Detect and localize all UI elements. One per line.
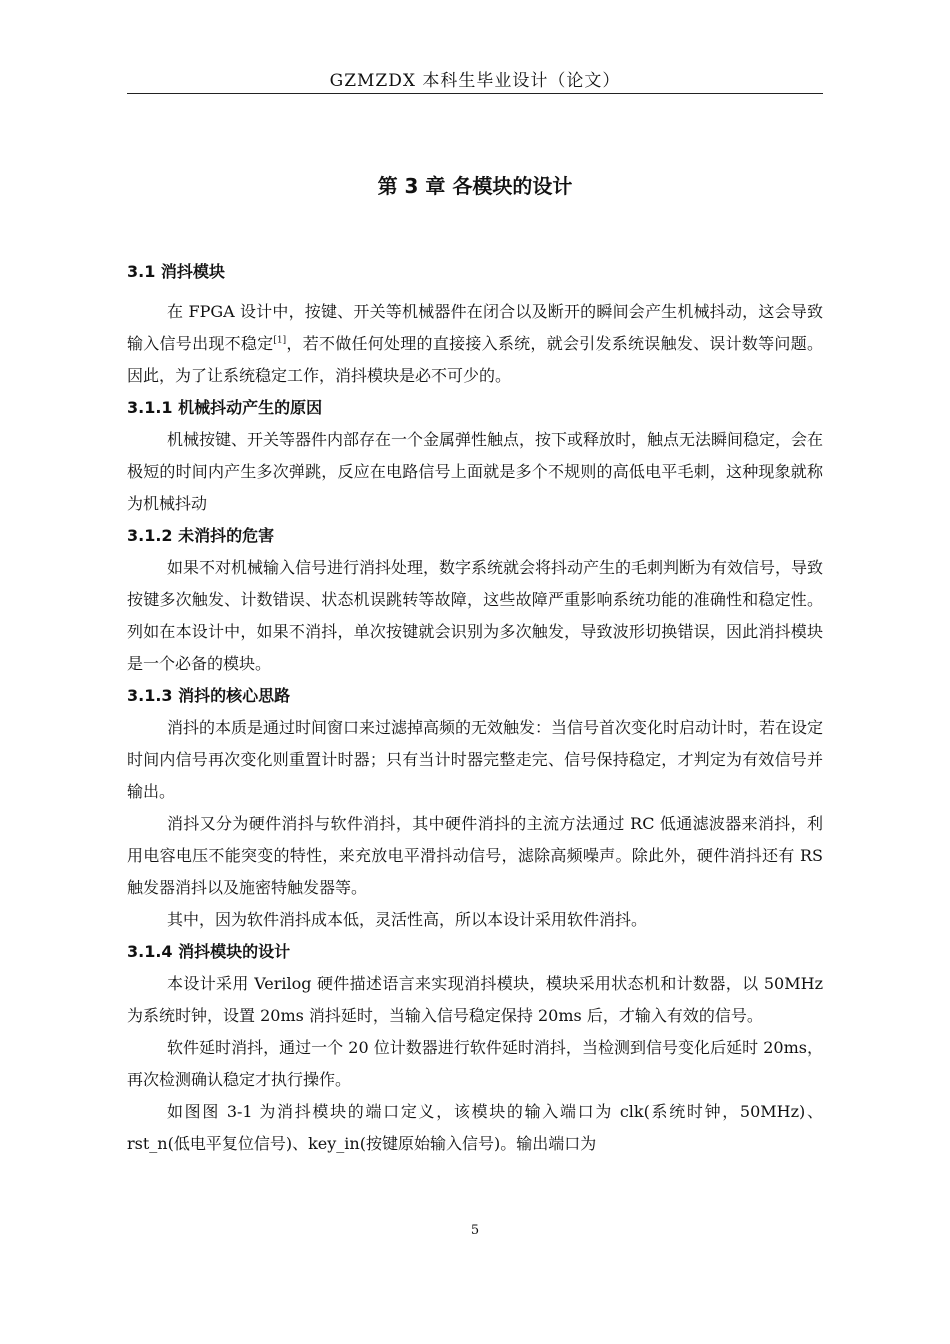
subsection-heading-3-1-2: 3.1.2 未消抖的危害 — [127, 526, 275, 545]
paragraph: 消抖又分为硬件消抖与软件消抖，其中硬件消抖的主流方法通过 RC 低通滤波器来消抖，利用电容电压不能突变的特性，来充放电平滑抖动信号，滤除高频噪声。除此外，硬件消抖还有 RS 触发器消抖以及施密特触发器等。 — [127, 814, 823, 897]
intro-paragraph — [127, 296, 823, 392]
page-number: 5 — [470, 1223, 480, 1238]
paragraph: 其中，因为软件消抖成本低，灵活性高，所以本设计采用软件消抖。 — [167, 910, 648, 929]
page-body — [127, 254, 823, 1160]
citation-ref[interactable]: [1] — [273, 335, 287, 346]
subsection-heading-3-1-4: 3.1.4 消抖模块的设计 — [127, 942, 291, 961]
paragraph: 机械按键、开关等器件内部存在一个金属弹性触点，按下或释放时，触点无法瞬间稳定，会在极短的时间内产生多次弹跳，反应在电路信号上面就是多个不规则的高低电平毛刺，这种现象就称为机械抖动 — [127, 430, 824, 513]
paragraph: 本设计采用 Verilog 硬件描述语言来实现消抖模块，模块采用状态机和计数器，以 50MHz 为系统时钟，设置 20ms 消抖延时，当输入信号稳定保持 20ms 后，才输入有效的信号。 — [127, 974, 823, 1025]
intro-text-end: ，若不做任何处理的直接接入系统，就会引发系统误触发、误计数等问题。因此，为了让系统稳定工作，消抖模块是必不可少的。 — [127, 334, 823, 385]
page-header: GZMZDX 本科生毕业设计（论文） — [329, 71, 621, 91]
header-divider — [127, 93, 823, 94]
section-heading: 3.1 消抖模块 — [127, 262, 225, 281]
paragraph: 软件延时消抖，通过一个 20 位计数器进行软件延时消抖，当检测到信号变化后延时 20ms，再次检测确认稳定才执行操作。 — [127, 1038, 823, 1089]
intro-text-start: 在 FPGA 设计中，按键、开关等机械器件在闭合以及断开的瞬间会产生机械抖动，这会导致输入信号出现不稳定 — [127, 302, 823, 353]
paragraph: 如图图 3-1 为消抖模块的端口定义，该模块的输入端口为 clk(系统时钟，50MHz)、rst_n(低电平复位信号)、key_in(按键原始输入信号)。输出端口为 — [127, 1102, 823, 1153]
paragraph: 消抖的本质是通过时间窗口来过滤掉高频的无效触发：当信号首次变化时启动计时，若在设定时间内信号再次变化则重置计时器；只有当计时器完整走完、信号保持稳定，才判定为有效信号并输出。 — [127, 718, 824, 801]
chapter-title: 第 3 章 各模块的设计 — [377, 174, 573, 198]
paragraph: 如果不对机械输入信号进行消抖处理，数字系统就会将抖动产生的毛刺判断为有效信号，导致按键多次触发、计数错误、状态机误跳转等故障，这些故障严重影响系统功能的准确性和稳定性。列如在本设计中，如果不消抖，单次按键就会识别为多次触发，导致波形切换错误，因此消抖模块是一个必备的模块。 — [127, 558, 824, 673]
subsection-heading-3-1-1: 3.1.1 机械抖动产生的原因 — [127, 398, 323, 417]
subsection-heading-3-1-3: 3.1.3 消抖的核心思路 — [127, 686, 291, 705]
